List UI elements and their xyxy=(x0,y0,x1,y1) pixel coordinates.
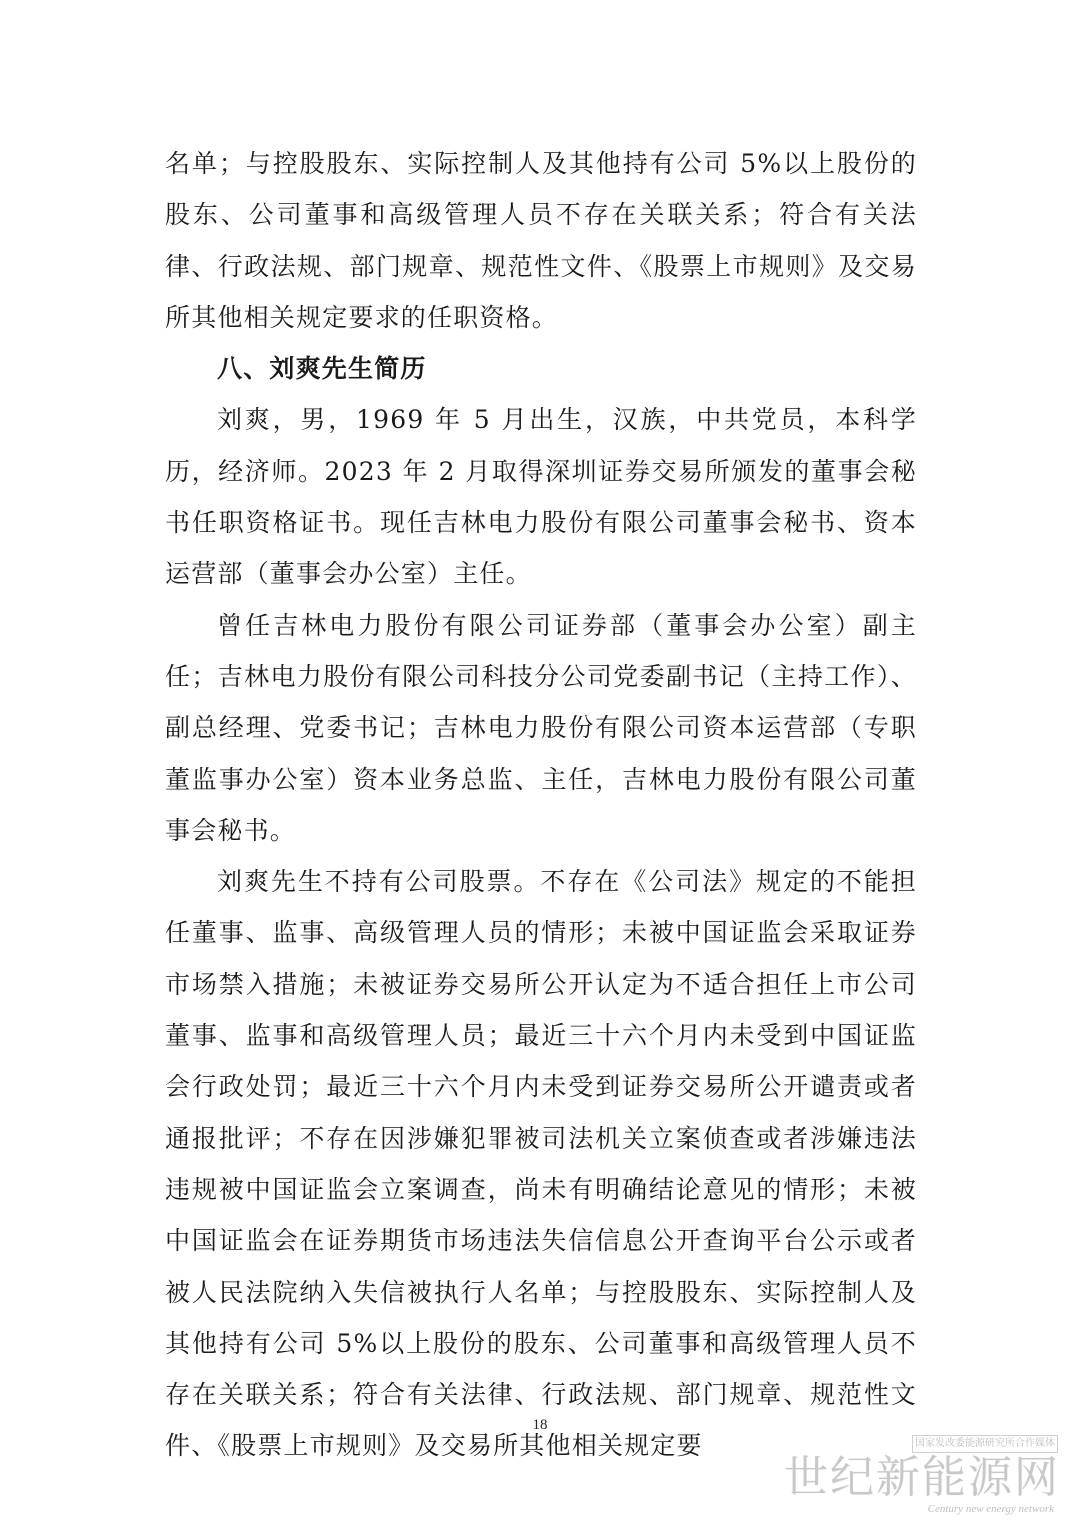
section-heading: 八、刘爽先生简历 xyxy=(217,354,427,384)
watermark-logo xyxy=(784,1435,1060,1519)
paragraph-history: 曾任吉林电力股份有限公司证券部（董事会办公室）副主任；吉林电力股份有限公司科技分公司党委副书记（主持工作）、副总经理、党委书记；吉林电力股份有限公司资本运营部（专职董监事办公室）资本业务总监、主任，吉林电力股份有限公司董事会秘书。 xyxy=(165,610,917,845)
page-number: 18 xyxy=(532,1417,548,1433)
paragraph-bio: 刘爽，男，1969 年 5 月出生，汉族，中共党员，本科学历，经济师。2023 年 2 月取得深圳证券交易所颁发的董事会秘书任职资格证书。现任吉林电力股份有限公司董事会秘书、资本运营部（董事会办公室）主任。 xyxy=(165,405,917,589)
watermark-english: Century new energy network xyxy=(927,1503,1054,1515)
paragraph-continued: 名单；与控股股东、实际控制人及其他持有公司 5%以上股份的股东、公司董事和高级管理人员不存在关联关系；符合有关法律、行政法规、部门规章、规范性文件、《股票上市规则》及交易所其他相关规定要求的任职资格。 xyxy=(165,149,917,332)
watermark-tagline: 国家发改委能源研究所合作媒体 xyxy=(912,1435,1058,1453)
document-body xyxy=(165,138,917,1472)
paragraph-qualification: 刘爽先生不持有公司股票。不存在《公司法》规定的不能担任董事、监事、高级管理人员的情形；未被中国证监会采取证券市场禁入措施；未被证券交易所公开认定为不适合担任上市公司董事、监事和高级管理人员；最近三十六个月内未受到中国证监会行政处罚；最近三十六个月内未受到证券交易所公开谴责或者通报批评；不存在因涉嫌犯罪被司法机关立案侦查或者涉嫌违法违规被中国证监会立案调查，尚未有明确结论意见的情形；未被中国证监会在证券期货市场违法失信信息公开查询平台公示或者被人民法院纳入失信被执行人名单；与控股股东、实际控制人及其他持有公司 5%以上股份的股东、公司董事和高级管理人员不存在关联关系；符合有关法律、行政法规、部门规章、规范性文件、《股票上市规则》及交易所其他相关规定要 xyxy=(165,867,917,1461)
watermark-logo-text: 世纪新能源网 xyxy=(784,1452,1060,1503)
